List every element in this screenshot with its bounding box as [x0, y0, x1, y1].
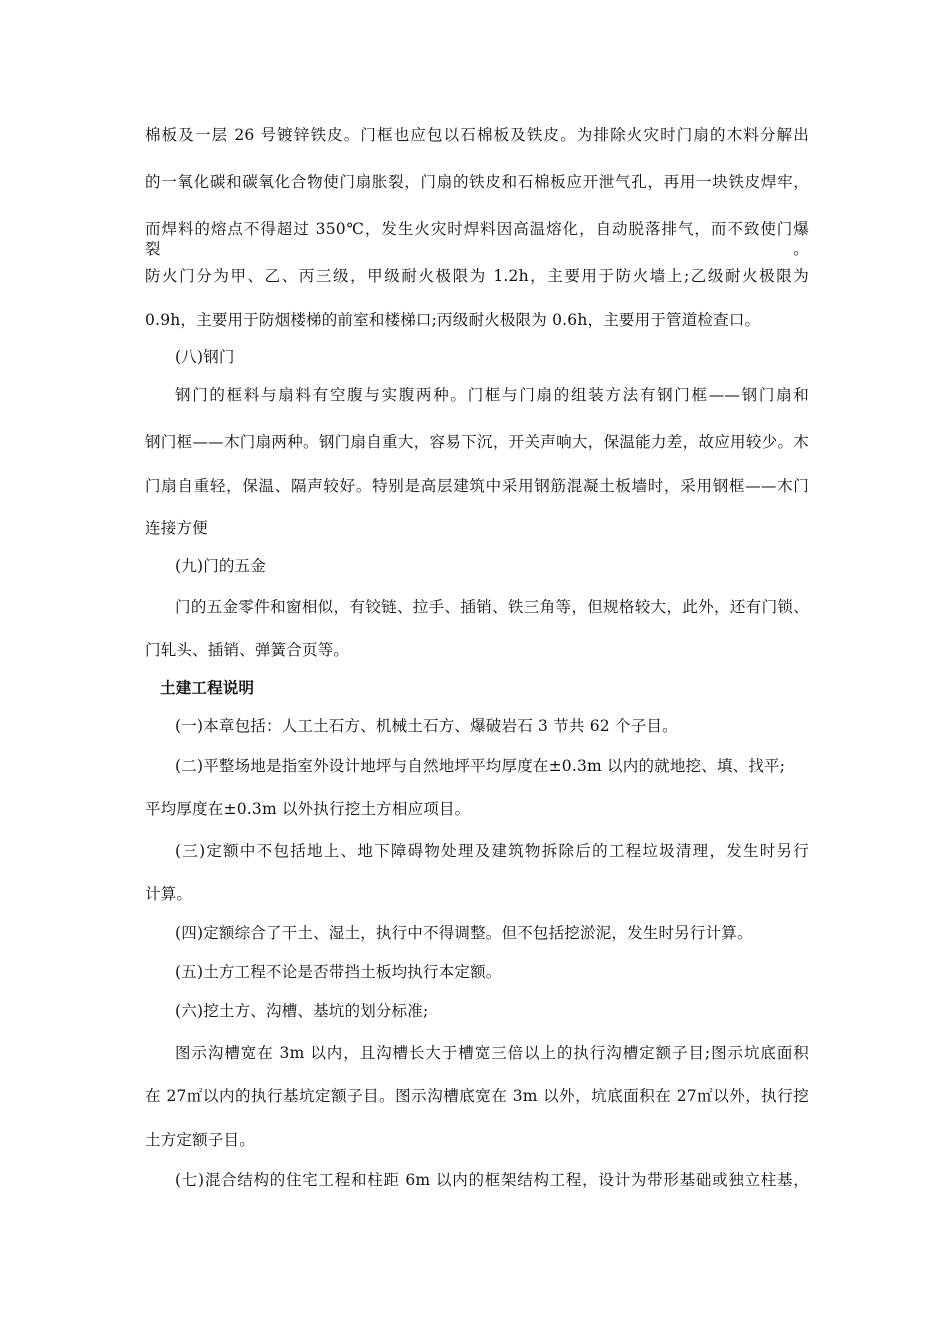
- section-heading: (九)门的五金: [175, 557, 266, 575]
- paragraph-line: 0.9h，主要用于防烟楼梯的前室和楼梯口;丙级耐火极限为 0.6h，主要用于管道检查口。: [145, 311, 761, 329]
- paragraph-line: (七)混合结构的住宅工程和柱距 6m 以内的框架结构工程，设计为带形基础或独立柱基，: [175, 1171, 809, 1189]
- paragraph-line: (六)挖土方、沟槽、基坑的划分标准;: [175, 1002, 429, 1020]
- paragraph-line: (二)平整场地是指室外设计地坪与自然地坪平均厚度在±0.3m 以内的就地挖、填、找平;: [175, 757, 786, 775]
- paragraph-line: 钢门的框料与扇料有空腹与实腹两种。门框与门扇的组装方法有钢门框——钢门扇和: [175, 386, 809, 404]
- paragraph-line: 土方定额子目。: [145, 1131, 255, 1149]
- paragraph-line: 在 27㎡以内的执行基坑定额子目。图示沟槽底宽在 3m 以外，坑底面积在 27㎡以外，执行挖: [145, 1087, 809, 1105]
- paragraph-line: (一)本章包括：人工土石方、机械土石方、爆破岩石 3 节共 62 个子目。: [175, 717, 678, 735]
- paragraph-line: (五)土方工程不论是否带挡土板均执行本定额。: [175, 963, 502, 981]
- paragraph-line: (四)定额综合了干土、湿土，执行中不得调整。但不包括挖淤泥，发生时另行计算。: [175, 924, 753, 942]
- paragraph-line: 门轧头、插销、弹簧合页等。: [145, 641, 350, 659]
- paragraph-line: 的一氧化碳和碳氧化合物使门扇胀裂，门扇的铁皮和石棉板应开泄气孔，再用一块铁皮焊牢，: [145, 173, 809, 191]
- paragraph-line: 计算。: [145, 885, 193, 903]
- paragraph-line: 连接方便: [145, 519, 208, 537]
- paragraph-line: 门的五金零件和窗相似，有铰链、拉手、插销、铁三角等，但规格较大，此外，还有门锁、: [175, 598, 809, 616]
- paragraph-line: 钢门框——木门扇两种。钢门扇自重大，容易下沉，开关声响大，保温能力差，故应用较少。木: [145, 433, 809, 451]
- paragraph-line: 门扇自重轻，保温、隔声较好。特别是高层建筑中采用钢筋混凝土板墙时，采用钢框——木门: [145, 477, 809, 495]
- paragraph-line: 图示沟槽宽在 3m 以内，且沟槽长大于槽宽三倍以上的执行沟槽定额子目;图示坑底面积: [175, 1044, 809, 1062]
- page-title: 土建工程说明: [160, 680, 255, 697]
- paragraph-line: 而焊料的熔点不得超过 350℃，发生火灾时焊料因高温熔化，自动脱落排气，而不致使门爆裂。: [145, 220, 809, 258]
- paragraph-line: 棉板及一层 26 号镀锌铁皮。门框也应包以石棉板及铁皮。为排除火灾时门扇的木料分解出: [145, 126, 809, 144]
- paragraph-line: 平均厚度在±0.3m 以外执行挖土方相应项目。: [145, 800, 471, 818]
- section-heading: (八)钢门: [175, 348, 235, 366]
- paragraph-line: 防火门分为甲、乙、丙三级，甲级耐火极限为 1.2h，主要用于防火墙上;乙级耐火极限为: [145, 267, 809, 285]
- paragraph-line: (三)定额中不包括地上、地下障碍物处理及建筑物拆除后的工程垃圾清理，发生时另行: [175, 842, 809, 860]
